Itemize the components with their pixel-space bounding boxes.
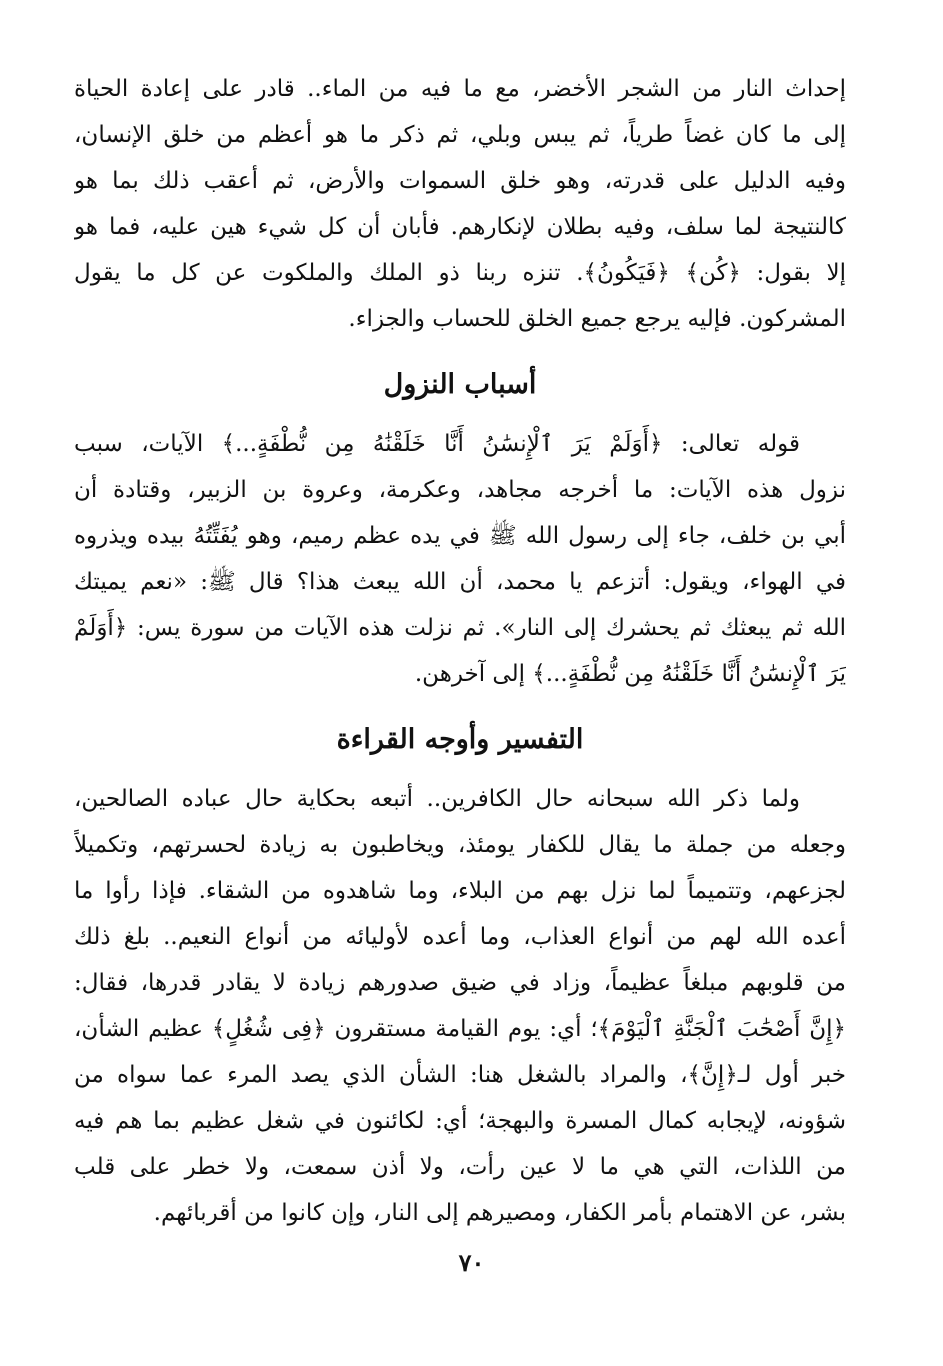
text-line: وجعله من جملة ما يقال للكفار يومئذ، ويخاطبون به زيادة لحسرتهم، وتكميلاً [74,832,846,858]
section-heading-asbab-al-nuzul: أسباب النزول [383,369,537,400]
text-line: وفيه الدليل على قدرته، وهو خلق السموات والأرض، ثم أعقب ذلك بما هو [74,168,846,194]
text-line: أبي بن خلف، جاء إلى رسول الله ﷺ في يده عظم رميم، وهو يُفَتِّتُهُ بيده ويذروه [74,523,846,549]
text-line: إلى ما كان غضاً طرياً، ثم يبس وبلي، ثم ذكر ما هو أعظم من خلق الإنسان، [74,122,846,148]
text-line: شؤونه، لإيجابه كمال المسرة والبهجة؛ أي: لكائنون في شغل عظيم بما هم فيه [74,1108,846,1134]
text-line: يَرَ ٱلْإِنسَٰنُ أَنَّا خَلَقْنَٰهُ مِن نُّطْفَةٍ...﴾ إلى آخرهن. [414,661,846,687]
section-heading-tafsir: التفسير وأوجه القراءة [336,724,584,755]
text-line: خبر أول لـ﴿إِنَّ﴾، والمراد بالشغل هنا: الشأن الذي يصد المرء عما سواه من [74,1062,846,1088]
text-line: المشركون. فإليه يرجع جميع الخلق للحساب والجزاء. [348,306,846,332]
text-line: إلا بقول: ﴿كُن﴾ ﴿فَيَكُونُ﴾. تنزه ربنا ذو الملك والملكوت عن كل ما يقول [74,260,846,286]
text-line: ولما ذكر الله سبحانه حال الكافرين.. أتبعه بحكاية حال عباده الصالحين، [74,786,800,812]
text-line: من اللذات، التي هي ما لا عين رأت، ولا أذن سمعت، ولا خطر على قلب [74,1154,846,1180]
text-line: أعده الله لهم من أنواع العذاب، وما أعده لأوليائه من أنواع النعيم.. بلغ ذلك [74,924,846,950]
text-line: إحداث النار من الشجر الأخضر، مع ما فيه من الماء.. قادر على إعادة الحياة [74,76,846,102]
paragraph-1 [74,66,846,342]
text-line: نزول هذه الآيات: ما أخرجه مجاهد، وعكرمة، وعروة بن الزبير، وقتادة أن [74,477,846,503]
text-line: بشر، عن الاهتمام بأمر الكفار، ومصيرهم إلى النار، وإن كانوا من أقربائهم. [153,1200,846,1226]
paragraph-3 [74,776,846,1236]
page-number: ٧٠ [458,1248,485,1277]
text-line: لجزعهم، وتتميماً لما نزل بهم من البلاء، وما شاهدوه من الشقاء. فإذا رأوا ما [74,878,846,904]
text-line: قوله تعالى: ﴿أَوَلَمْ يَرَ ٱلْإِنسَٰنُ أَنَّا خَلَقْنَٰهُ مِن نُّطْفَةٍ...﴾ الآيات، سبب [74,431,800,457]
paragraph-2 [74,421,846,697]
text-line: من قلوبهم مبلغاً عظيماً، وزاد في ضيق صدورهم زيادة لا يقادر قدرها، فقال: [74,970,846,996]
text-line: في الهواء، ويقول: أتزعم يا محمد، أن الله يبعث هذا؟ قال ﷺ: «نعم يميتك [74,569,846,595]
text-line: ﴿إِنَّ أَصْحَٰبَ ٱلْجَنَّةِ ٱلْيَوْمَ﴾؛ أي: يوم القيامة مستقرون ﴿فِى شُغُلٍ﴾ عظيم الشأن، [74,1016,846,1042]
text-line: الله ثم يبعثك ثم يحشرك إلى النار». ثم نزلت هذه الآيات من سورة يس: ﴿أَوَلَمْ [74,615,846,641]
page-body [74,66,846,1236]
text-line: كالنتيجة لما سلف، وفيه بطلان لإنكارهم. فأبان أن كل شيء هين عليه، فما هو [74,214,846,240]
